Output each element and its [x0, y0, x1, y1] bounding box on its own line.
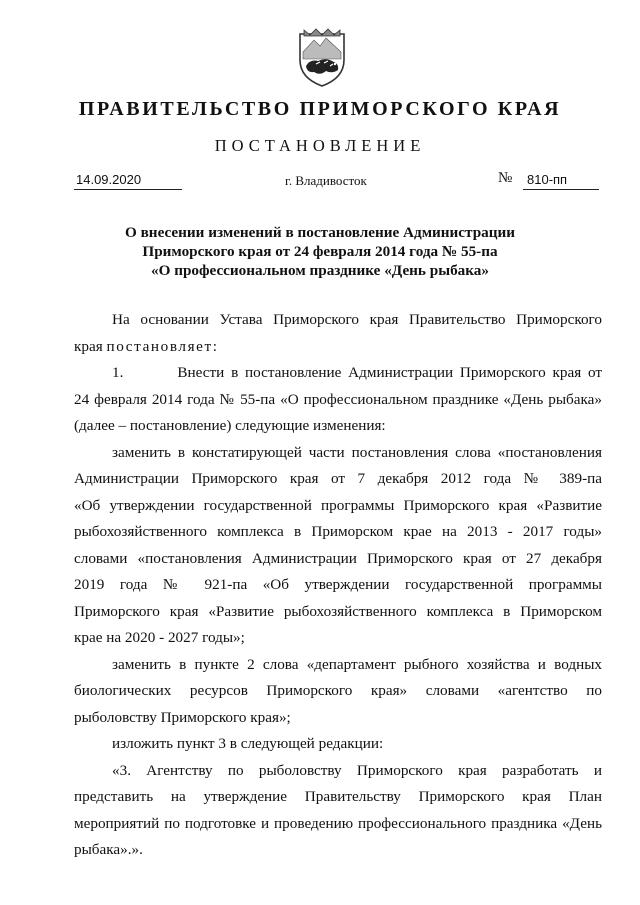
text-line: рыбака».». — [74, 841, 143, 858]
document-city: г. Владивосток — [285, 173, 367, 188]
text-line: 24 февраля 2014 года № 55-па «О профессиональном празднике «День рыбака» — [74, 390, 602, 408]
subject-line: Приморского края от 24 февраля 2014 года № 55-па — [142, 243, 498, 260]
document-subject — [60, 223, 580, 280]
document-kind: ПОСТАНОВЛЕНИЕ — [214, 136, 426, 155]
text-line: словами «постановления Администрации Приморского края от 27 декабря — [74, 549, 602, 567]
text-line: изложить пункт 3 в следующей редакции: — [112, 735, 384, 752]
text-line: (далее – постановление) следующие изменения: — [74, 417, 386, 434]
text-line: На основании Устава Приморского края Правительство Приморского — [112, 311, 602, 328]
subject-line: «О профессиональном празднике «День рыбака» — [151, 262, 489, 279]
text-line: рыбохозяйственного комплекса в Приморском крае на 2013 - 2017 годы» — [74, 523, 602, 540]
text-line: рыболовству Приморского края»; — [74, 708, 291, 726]
text-line: 1. Внести в постановление Администрации Приморского края от — [112, 364, 602, 381]
document-body — [74, 307, 602, 864]
document-date: 14.09.2020 — [74, 172, 182, 190]
text-line: крае на 2020 - 2027 годы»; — [74, 629, 245, 646]
text-fragment: края — [74, 337, 107, 355]
subject-line: О внесении изменений в постановление Администрации — [125, 224, 515, 241]
change-2-paragraph — [74, 652, 602, 732]
primorsky-coat-of-arms-emblem — [296, 26, 348, 88]
item-1-paragraph — [74, 360, 602, 440]
text-line — [74, 334, 602, 361]
text-line: 2019 года № 921-па «Об утверждении государственной программы — [74, 576, 602, 593]
number-value: 810-пп — [523, 172, 599, 190]
text-line: заменить в констатирующей части постановления слова «постановления — [112, 443, 602, 461]
text-line: Администрации Приморского края от 7 декабря 2012 года № 389-па — [74, 470, 602, 487]
change-1-paragraph — [74, 440, 602, 652]
text-line: «Об утверждении государственной программы Приморского края «Развитие — [74, 496, 602, 514]
intro-paragraph — [74, 307, 602, 360]
text-line: заменить в пункте 2 слова «департамент рыбного хозяйства и водных — [112, 655, 602, 673]
text-line: биологических ресурсов Приморского края» словами «агентство по — [74, 682, 602, 699]
text-line: «3. Агентству по рыболовству Приморского края разработать и — [112, 761, 602, 779]
number-sign: № — [498, 170, 513, 186]
government-title: ПРАВИТЕЛЬСТВО ПРИМОРСКОГО КРАЯ — [78, 98, 562, 120]
text-line: Приморского края «Развитие рыбохозяйственного комплекса в Приморском — [74, 602, 602, 620]
quoted-item-3-paragraph — [74, 758, 602, 864]
text-line: представить на утверждение Правительству Приморского края План — [74, 788, 602, 805]
text-line: мероприятий по подготовке и проведению профессионального праздника «День — [74, 814, 602, 832]
change-3-paragraph — [74, 731, 602, 758]
decision-word: постановляет: — [106, 337, 219, 355]
